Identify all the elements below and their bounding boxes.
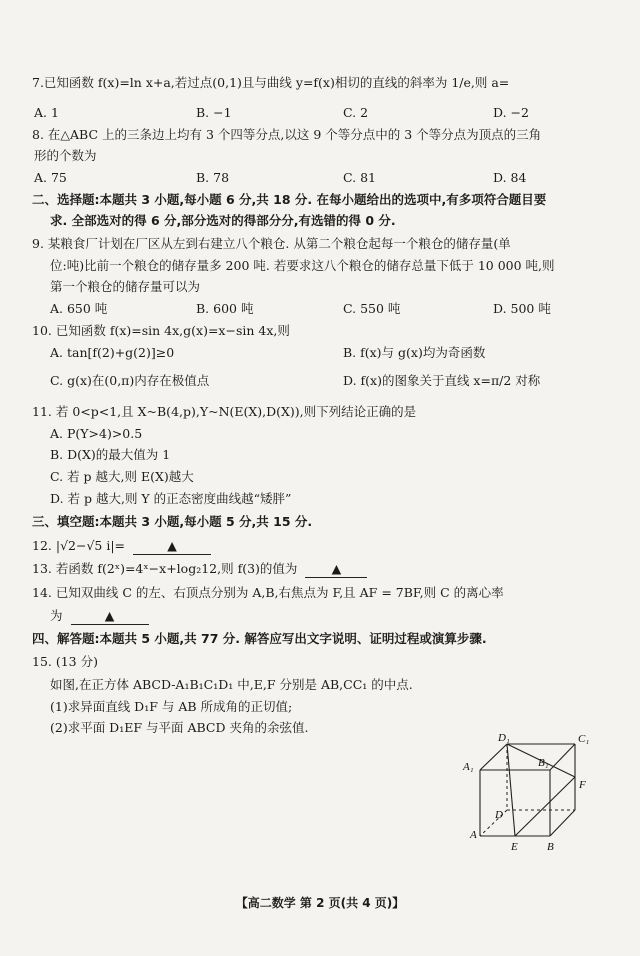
q13-stem xyxy=(32,561,367,578)
q14-text-line2: 为 xyxy=(50,608,63,623)
q14-stem-line1: 14. 已知双曲线 C 的左、右顶点分别为 A,B,右焦点为 F,且 AF = 7BF,则 C 的离心率 xyxy=(32,585,504,600)
q9-option-c: C. 550 吨 xyxy=(343,301,401,316)
label-C1: C₁ xyxy=(578,733,590,745)
q8-option-b: B. 78 xyxy=(196,170,230,185)
blank-marker-icon: ▲ xyxy=(104,608,115,623)
q11-option-b: B. D(X)的最大值为 1 xyxy=(50,447,171,462)
q13-text: 13. 若函数 f(2ˣ)=4ˣ−x+log₂12,则 f(3)的值为 xyxy=(32,561,298,576)
q10-stem: 10. 已知函数 f(x)=sin 4x,g(x)=x−sin 4x,则 xyxy=(32,323,290,338)
q15-stem: 如图,在正方体 ABCD-A₁B₁C₁D₁ 中,E,F 分别是 AB,CC₁ 的中点. xyxy=(50,677,413,692)
label-A: A xyxy=(470,829,477,841)
q13-answer-blank xyxy=(305,561,367,578)
q10-option-a: A. tan[f(2)+g(2)]≥0 xyxy=(50,345,175,360)
q15-part1: (1)求异面直线 D₁F 与 AB 所成角的正切值; xyxy=(50,699,293,714)
q7-stem: 7.已知函数 f(x)=ln x+a,若过点(0,1)且与曲线 y=f(x)相切的直线的斜率为 1/e,则 a= xyxy=(32,75,510,90)
q10-option-c: C. g(x)在(0,π)内存在极值点 xyxy=(50,373,210,388)
label-E: E xyxy=(511,841,518,853)
q9-option-d: D. 500 吨 xyxy=(493,301,551,316)
q8-stem-line1: 8. 在△ABC 上的三条边上均有 3 个四等分点,以这 9 个等分点中的 3 个等分点为顶点的三角 xyxy=(32,127,542,142)
q11-stem: 11. 若 0<p<1,且 X~B(4,p),Y~N(E(X),D(X)),则下列结论正确的是 xyxy=(32,404,417,419)
q7-option-a: A. 1 xyxy=(34,105,59,120)
q11-option-d: D. 若 p 越大,则 Y 的正态密度曲线越“矮胖” xyxy=(50,491,292,506)
cube-figure xyxy=(455,730,605,855)
q8-option-d: D. 84 xyxy=(493,170,527,185)
q9-stem-line1: 9. 某粮食厂计划在厂区从左到右建立八个粮仓. 从第二个粮仓起每一个粮仓的储存量(单 xyxy=(32,236,511,251)
q7-option-c: C. 2 xyxy=(343,105,369,120)
q12-answer-blank xyxy=(133,538,211,555)
label-F: F xyxy=(579,779,586,791)
q7-option-d: D. −2 xyxy=(493,105,529,120)
q9-option-a: A. 650 吨 xyxy=(50,301,108,316)
blank-marker-icon: ▲ xyxy=(167,538,177,553)
q9-stem-line3: 第一个粮仓的储存量可以为 xyxy=(50,279,201,294)
q15-part2: (2)求平面 D₁EF 与平面 ABCD 夹角的余弦值. xyxy=(50,720,309,735)
q8-option-a: A. 75 xyxy=(34,170,67,185)
section2-heading-line2: 求. 全部选对的得 6 分,部分选对的得部分分,有选错的得 0 分. xyxy=(50,213,396,228)
q14-stem-line2 xyxy=(50,608,149,625)
blank-marker-icon: ▲ xyxy=(331,561,342,576)
q10-option-d: D. f(x)的图象关于直线 x=π/2 对称 xyxy=(343,373,541,388)
q11-option-c: C. 若 p 越大,则 E(X)越大 xyxy=(50,469,194,484)
q9-option-b: B. 600 吨 xyxy=(196,301,254,316)
section3-heading: 三、填空题:本题共 3 小题,每小题 5 分,共 15 分. xyxy=(32,514,313,529)
section2-heading-line1: 二、选择题:本题共 3 小题,每小题 6 分,共 18 分. 在每小题给出的选项中,有多项符合题目要 xyxy=(32,192,547,207)
q12-stem xyxy=(32,538,211,555)
label-B: B xyxy=(547,841,554,853)
q15-heading: 15. (13 分) xyxy=(32,654,98,669)
page-footer: 【高二数学 第 2 页(共 4 页)】 xyxy=(235,896,405,910)
q10-option-b: B. f(x)与 g(x)均为奇函数 xyxy=(343,345,486,360)
label-A1: A₁ xyxy=(463,761,474,773)
label-D: D xyxy=(495,809,503,821)
q8-stem-line2: 形的个数为 xyxy=(34,148,97,163)
label-D1: D₁ xyxy=(498,732,510,744)
q7-option-b: B. −1 xyxy=(196,105,232,120)
q11-option-a: A. P(Y>4)>0.5 xyxy=(50,426,143,441)
q14-answer-blank xyxy=(71,608,149,625)
q9-stem-line2: 位:吨)比前一个粮仓的储存量多 200 吨. 若要求这八个粮仓的储存总量下低于 10 000 吨,则 xyxy=(50,258,555,273)
label-B1: B₁ xyxy=(538,757,549,769)
q8-option-c: C. 81 xyxy=(343,170,376,185)
section4-heading: 四、解答题:本题共 5 小题,共 77 分. 解答应写出文字说明、证明过程或演算步骤. xyxy=(32,631,487,646)
q12-text: 12. |√2−√5 i|= xyxy=(32,538,126,553)
